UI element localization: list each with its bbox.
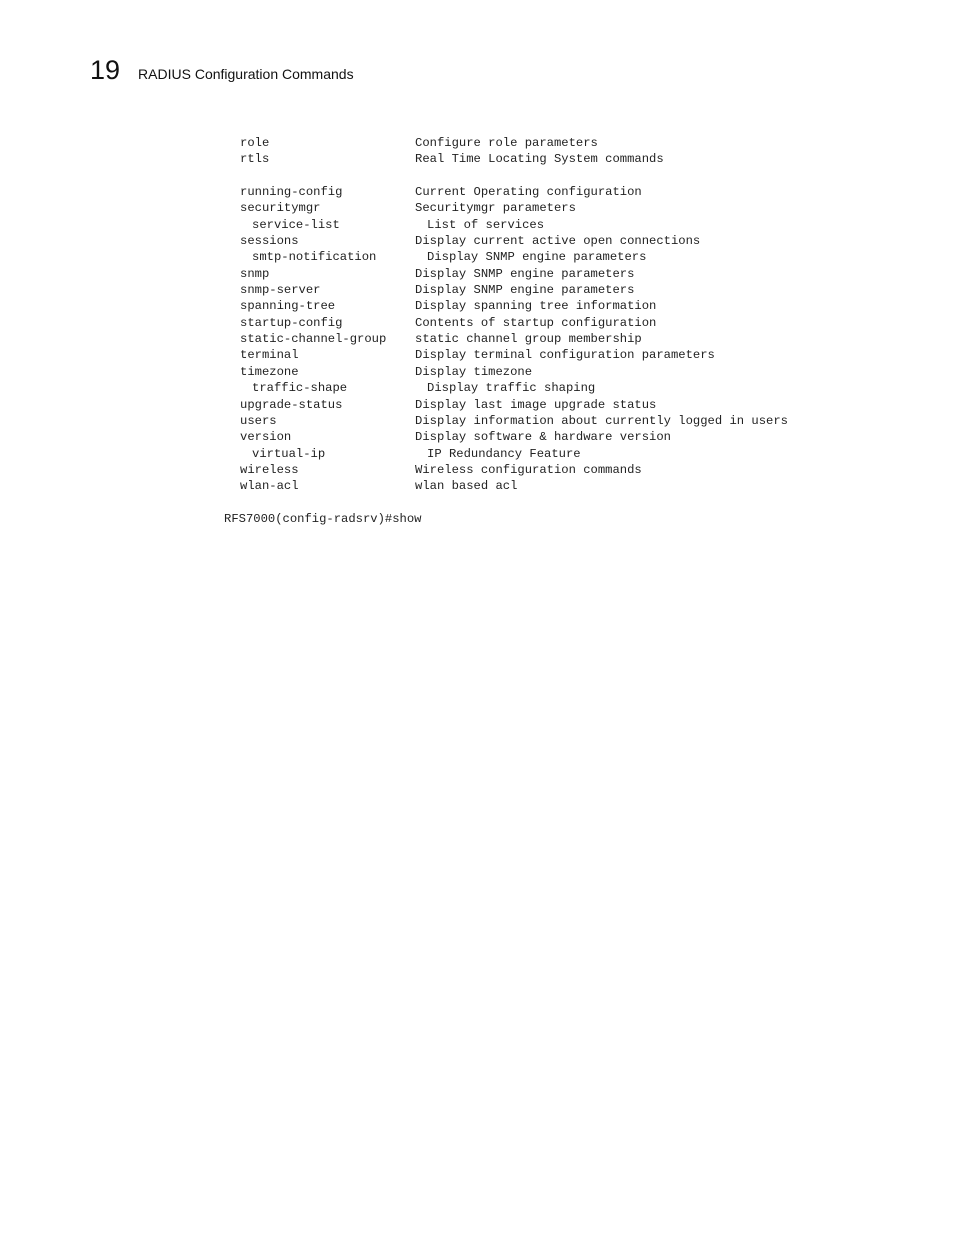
command-name: securitymgr <box>240 201 321 216</box>
command-name: upgrade-status <box>240 397 343 412</box>
command-name: spanning-tree <box>240 299 336 314</box>
command-name: rtls <box>240 152 270 167</box>
command-name: version <box>240 430 292 445</box>
command-description: List of services <box>427 217 545 232</box>
command-row <box>224 298 924 314</box>
command-description: Real Time Locating System commands <box>415 152 664 167</box>
command-name: timezone <box>240 364 299 379</box>
command-name: startup-config <box>240 315 343 330</box>
command-description: Wireless configuration commands <box>415 462 642 477</box>
command-name: snmp-server <box>240 283 321 298</box>
command-description: Display information about currently logged in users <box>415 413 788 428</box>
command-name: wireless <box>240 462 299 477</box>
command-row <box>224 347 924 363</box>
command-row <box>224 397 924 413</box>
command-row <box>224 446 924 462</box>
blank-line <box>224 168 924 184</box>
command-description: static channel group membership <box>415 332 642 347</box>
page-header <box>90 55 354 89</box>
chapter-number: 19 <box>90 55 121 85</box>
command-row <box>224 315 924 331</box>
command-name: sessions <box>240 234 299 249</box>
command-description: Display last image upgrade status <box>415 397 657 412</box>
blank-line <box>224 495 924 511</box>
command-name: static-channel-group <box>240 332 387 347</box>
command-row <box>224 184 924 200</box>
command-name: virtual-ip <box>252 446 326 461</box>
command-name: terminal <box>240 348 299 363</box>
command-list <box>224 135 924 495</box>
command-description: Display SNMP engine parameters <box>415 266 635 281</box>
command-name: service-list <box>252 217 340 232</box>
command-name: role <box>240 136 270 150</box>
command-name: snmp <box>240 266 270 281</box>
command-description: wlan based acl <box>415 479 518 494</box>
command-description: Display traffic shaping <box>427 381 596 396</box>
command-row <box>224 413 924 429</box>
command-description: Current Operating configuration <box>415 185 642 200</box>
command-description: Display current active open connections <box>415 234 701 249</box>
command-name: wlan-acl <box>240 479 299 494</box>
command-row <box>224 151 924 167</box>
command-description: Display terminal configuration parameters <box>415 348 715 363</box>
command-name: running-config <box>240 185 343 200</box>
command-row <box>224 282 924 298</box>
command-row <box>224 249 924 265</box>
command-description: Display SNMP engine parameters <box>415 283 635 298</box>
command-row <box>224 200 924 216</box>
command-description: Display software & hardware version <box>415 430 671 445</box>
command-row <box>224 331 924 347</box>
command-row <box>224 429 924 445</box>
command-row <box>224 478 924 494</box>
command-row <box>224 380 924 396</box>
chapter-title: RADIUS Configuration Commands <box>138 66 354 82</box>
command-description: Display SNMP engine parameters <box>427 250 647 265</box>
command-description: Securitymgr parameters <box>415 201 576 216</box>
command-description: Display timezone <box>415 364 533 379</box>
command-row <box>224 233 924 249</box>
command-row <box>224 462 924 478</box>
command-name: users <box>240 413 277 428</box>
command-name: smtp-notification <box>252 250 377 265</box>
command-name: traffic-shape <box>252 381 348 396</box>
command-description: Contents of startup configuration <box>415 315 657 330</box>
command-row <box>224 135 924 151</box>
command-row <box>224 266 924 282</box>
command-description: IP Redundancy Feature <box>427 446 581 461</box>
command-row <box>224 364 924 380</box>
cli-output <box>224 135 924 527</box>
command-row <box>224 217 924 233</box>
command-description: Configure role parameters <box>415 136 598 150</box>
cli-prompt: RFS7000(config-radsrv)#show <box>224 511 422 526</box>
command-description: Display spanning tree information <box>415 299 657 314</box>
